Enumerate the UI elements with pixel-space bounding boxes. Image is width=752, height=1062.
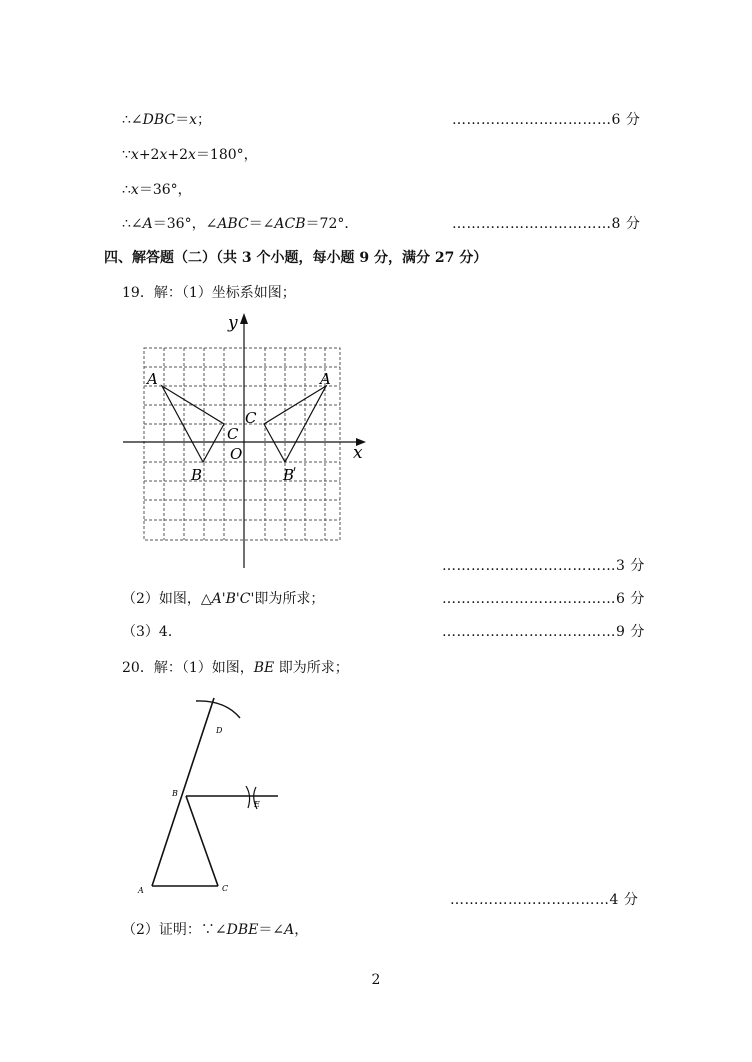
construction-arc-e1 (246, 786, 250, 808)
point-b-label: B (172, 789, 178, 798)
x-axis-label: x (353, 443, 363, 463)
line-angle-dbc (0, 108, 752, 132)
coordinate-grid-figure (120, 308, 380, 578)
q20-intro (0, 656, 752, 680)
point-c-label: C (227, 425, 239, 443)
q20-part2 (0, 918, 752, 942)
q19-intro-text: 19．解：（1）坐标系如图； (122, 285, 296, 301)
q19-part3 (0, 620, 752, 644)
origin-label: O (230, 445, 243, 463)
section-title: 四、解答题（二）（共 3 个小题，每小题 9 分，满分 27 分） (104, 250, 488, 266)
statement-text: ∴∠A＝36°，∠ABC＝∠ACB＝72°． (122, 216, 359, 232)
ray-ba-extended (152, 698, 214, 886)
prime-mark-b (294, 467, 295, 471)
segment-bc (186, 796, 218, 886)
score-mark: ……………………………8 分 (452, 216, 641, 232)
q19-part2 (0, 587, 752, 611)
q20-part2-text: （2）证明：∵∠DBE＝∠A， (122, 922, 309, 938)
dashed-grid (144, 348, 340, 540)
statement-text: ∵x+2x+2x＝180°， (122, 147, 258, 163)
section-heading (0, 246, 752, 270)
point-b-label: B (191, 466, 203, 484)
point-e-label: E (254, 800, 260, 809)
construction-arc-d (196, 701, 240, 718)
y-axis-arrow (240, 313, 248, 324)
q19-part3-text: （3）4． (122, 624, 182, 640)
point-c-prime-label: C (245, 409, 257, 427)
point-d-label: D (216, 726, 223, 735)
score-mark: ……………………………6 分 (452, 112, 641, 128)
point-a-prime-label: A (320, 370, 331, 388)
y-axis-label: y (228, 313, 238, 333)
statement-text: ∴∠DBC＝x； (122, 112, 212, 128)
q19-part2-text: （2）如图，△A'B'C'即为所求； (122, 591, 325, 607)
q20-score1-line (0, 888, 752, 912)
page-number: 2 (371, 972, 381, 988)
line-angles-result (0, 212, 752, 236)
q19-intro (0, 281, 752, 305)
score-mark: ………………………………3 分 (442, 558, 645, 574)
score-mark: ………………………………9 分 (442, 624, 645, 640)
point-b-prime-label: B (283, 466, 295, 484)
score-mark: ………………………………6 分 (442, 591, 645, 607)
construction-figure (130, 688, 300, 903)
q20-intro-text: 20．解：（1）如图，BE 即为所求； (122, 660, 349, 676)
statement-text: ∴x＝36°， (122, 182, 192, 198)
point-a-label: A (138, 886, 144, 895)
q19-score1-line (0, 554, 752, 578)
score-mark: ……………………………4 分 (450, 892, 639, 908)
line-sum-equation (0, 143, 752, 167)
line-x-value (0, 178, 752, 202)
point-c-label: C (222, 884, 229, 893)
point-a-label: A (147, 370, 158, 388)
